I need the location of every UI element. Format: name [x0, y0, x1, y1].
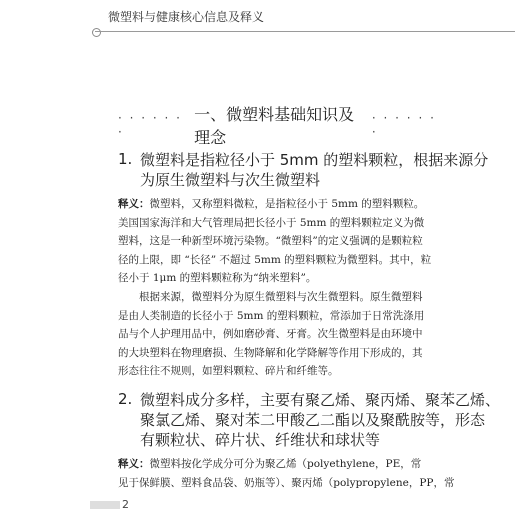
item2-number: 2. — [118, 390, 133, 408]
para-line: 品与个人护理用品中，例如磨砂膏、牙膏。次生微塑料是由环境中 — [118, 328, 423, 341]
para-line: 的大块塑料在物理磨损、生物降解和化学降解等作用下形成的，其 — [118, 346, 423, 359]
page-number: 2 — [122, 498, 129, 511]
para-line-text: 微塑料，又称塑料微粒，是指粒径小于 5mm 的塑料颗粒。 — [149, 198, 425, 210]
item2-title — [140, 390, 501, 450]
item1-title-line: 微塑料是指粒径小于 5mm 的塑料颗粒，根据来源分 — [140, 151, 489, 169]
para-line: 美国国家海洋和大气管理局把长径小于 5mm 的塑料颗粒定义为微 — [118, 216, 425, 229]
item1-number: 1. — [118, 150, 133, 168]
section-heading — [118, 102, 438, 148]
item1-explanation-2 — [118, 288, 425, 381]
item2-title-line: 聚氯乙烯、聚对苯二甲酸乙二酯以及聚酰胺等，形态 — [140, 411, 486, 429]
item1-title — [140, 150, 490, 190]
item2-explanation-1 — [118, 455, 455, 492]
item2-title-line: 有颗粒状、碎片状、纤维状和球状等 — [140, 431, 381, 449]
section-dots-right: · · · · · · · — [371, 111, 436, 139]
header-circle-ornament — [92, 28, 101, 37]
explanation-label: 释义： — [118, 198, 150, 210]
item2-title-line: 微塑料成分多样，主要有聚乙烯、聚丙烯、聚苯乙烯、 — [140, 391, 501, 409]
header-rule — [95, 31, 515, 32]
para-line: 是由人类制造的长径小于 5mm 的塑料颗粒，常添加于日常洗涤用 — [118, 309, 425, 322]
para-line: 形态往往不规则，如塑料颗粒、碎片和纤维等。 — [118, 365, 339, 378]
footer-bar-ornament — [90, 501, 120, 509]
running-header-title: 微塑料与健康核心信息及释义 — [108, 10, 265, 24]
para-line: 塑料，这是一种新型环境污染物。“微塑料”的定义强调的是颗粒粒 — [118, 235, 423, 248]
item1-title-line: 为原生微塑料与次生微塑料 — [140, 171, 321, 189]
para-line: 见于保鲜膜、塑料食品袋、奶瓶等）、聚丙烯（polypropylene，PP，常 — [118, 476, 455, 489]
explanation-label: 释义： — [118, 458, 150, 470]
para-line — [118, 195, 425, 214]
para-line: 根据来源，微塑料分为原生微塑料与次生微塑料。原生微塑料 — [118, 291, 423, 303]
section-dots-left: · · · · · · · — [118, 111, 182, 139]
para-line: 径小于 1μm 的塑料颗粒称为“纳米塑料”。 — [118, 272, 317, 285]
section-title: 一、微塑料基础知识及理念 — [194, 105, 355, 147]
para-line: 径的上限，即 “长径” 不超过 5mm 的塑料颗粒为微塑料。其中，粒 — [118, 253, 432, 266]
item1-explanation-1 — [118, 195, 432, 288]
para-line-text: 微塑料按化学成分可分为聚乙烯（polyethylene，PE，常 — [149, 458, 422, 470]
para-line — [118, 455, 422, 474]
